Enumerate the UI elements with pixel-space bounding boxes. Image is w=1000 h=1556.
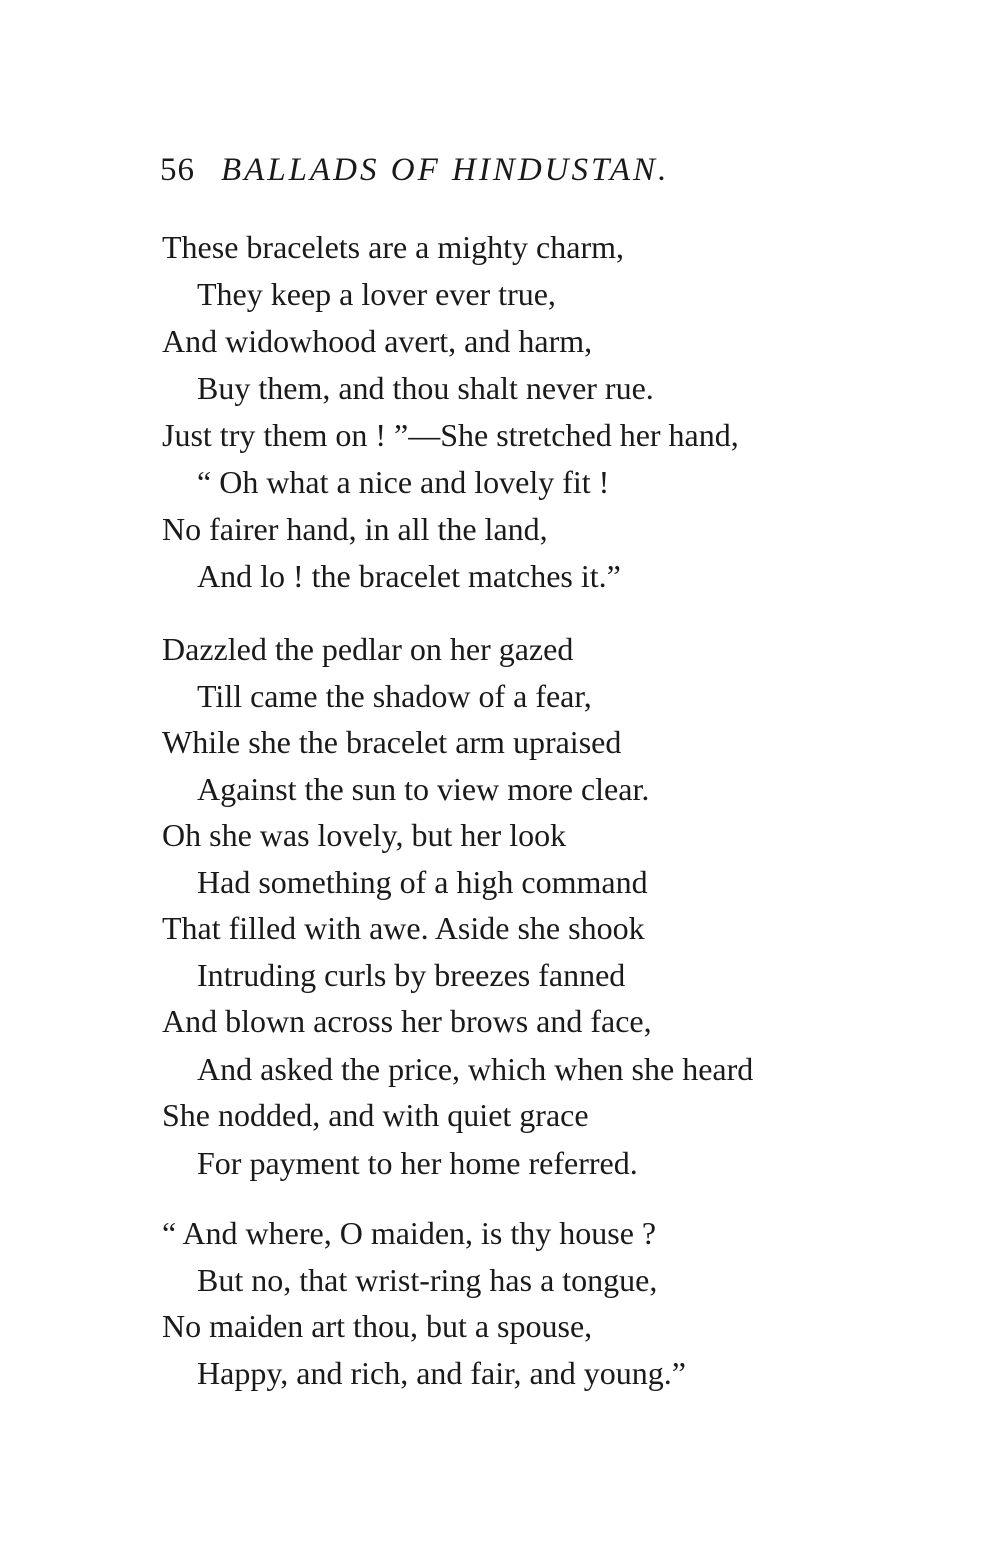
poem-line: Against the sun to view more clear. <box>197 771 650 807</box>
page-header <box>160 152 669 189</box>
poem-line: While she the bracelet arm upraised <box>162 724 622 760</box>
poem-line: And asked the price, which when she heard <box>197 1051 754 1087</box>
poem-line: That filled with awe. Aside she shook <box>162 910 645 946</box>
running-title: BALLADS OF HINDUSTAN. <box>221 152 670 188</box>
poem-line: “ Oh what a nice and lovely fit ! <box>197 464 610 500</box>
poem-line: Intruding curls by breezes fanned <box>197 957 626 993</box>
page-number: 56 <box>160 152 195 188</box>
poem-line: Till came the shadow of a fear, <box>197 678 592 714</box>
poem-line: They keep a lover ever true, <box>197 276 556 312</box>
poem-line: Had something of a high command <box>197 864 648 900</box>
poem-line: “ And where, O maiden, is thy house ? <box>162 1215 657 1251</box>
poem-line: Just try them on ! ”—She stretched her hand, <box>162 417 739 453</box>
poem-line: She nodded, and with quiet grace <box>162 1097 589 1133</box>
poem-line: Dazzled the pedlar on her gazed <box>162 631 574 667</box>
poem-line: Happy, and rich, and fair, and young.” <box>197 1355 686 1391</box>
poem-line: And lo ! the bracelet matches it.” <box>197 558 621 594</box>
poem-line: And widowhood avert, and harm, <box>162 323 593 359</box>
poem-line: For payment to her home referred. <box>197 1145 638 1181</box>
poem-line: These bracelets are a mighty charm, <box>162 229 624 265</box>
poem-line: No maiden art thou, but a spouse, <box>162 1308 593 1344</box>
poem-line: And blown across her brows and face, <box>162 1003 652 1039</box>
poem-line: Oh she was lovely, but her look <box>162 817 567 853</box>
poem-line: Buy them, and thou shalt never rue. <box>197 370 654 406</box>
poem-line: But no, that wrist-ring has a tongue, <box>197 1262 658 1298</box>
poem-line: No fairer hand, in all the land, <box>162 511 548 547</box>
